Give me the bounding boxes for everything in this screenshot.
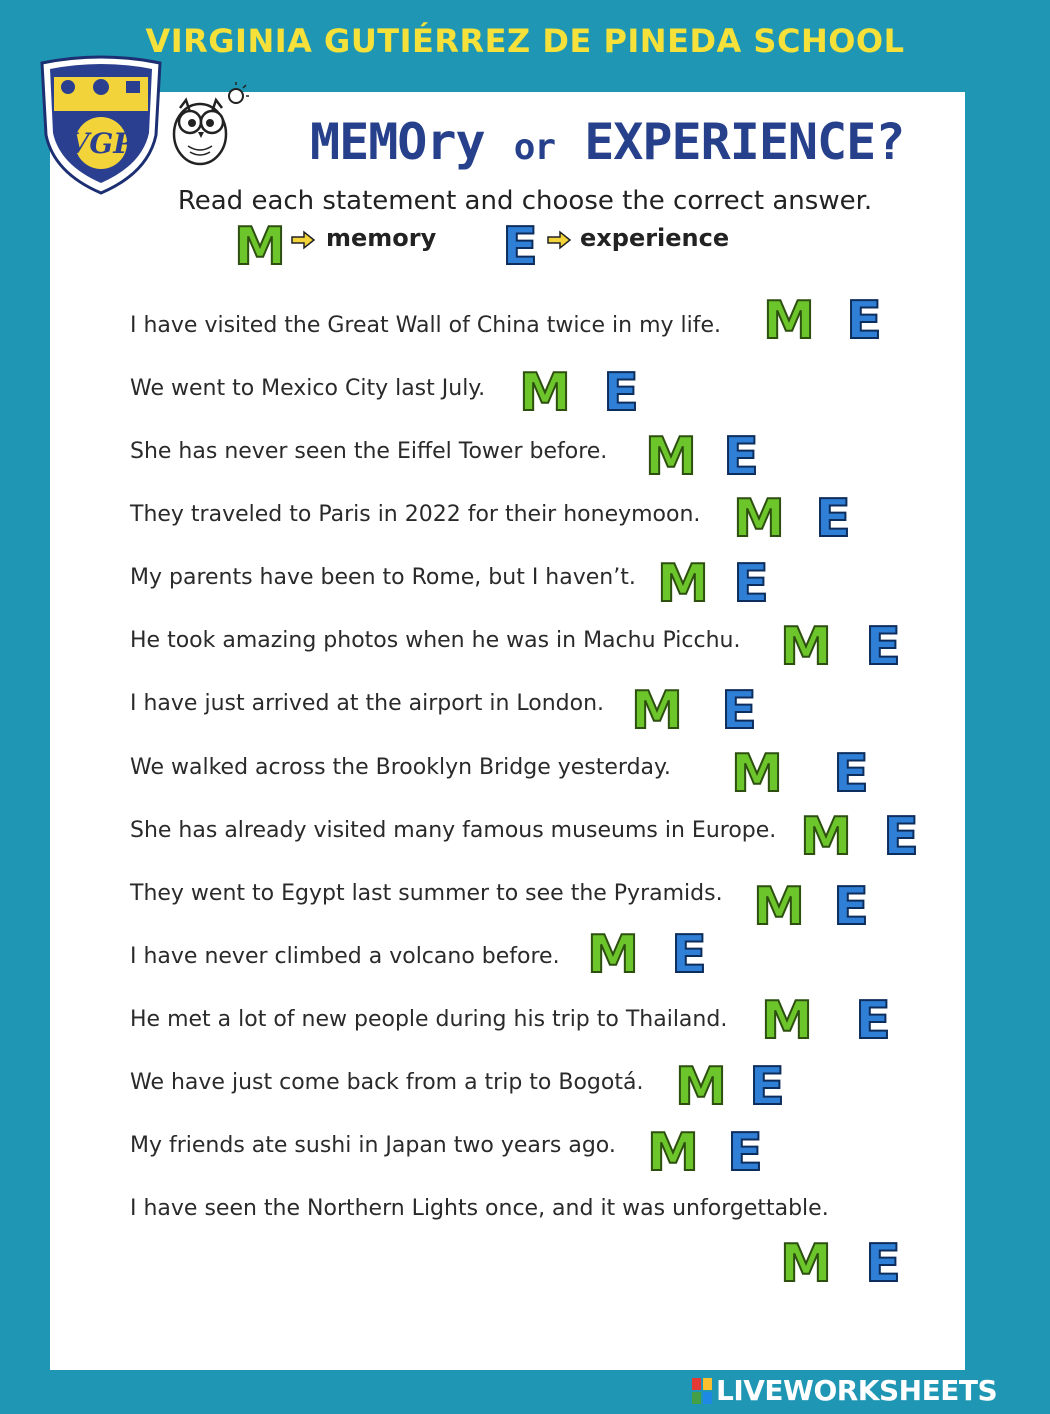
answer-e-button-6[interactable]	[862, 616, 904, 677]
svg-text:M: M	[800, 807, 852, 867]
answer-m-button-7[interactable]	[631, 680, 683, 741]
answer-m-button-2[interactable]	[519, 362, 571, 423]
answer-e-button-4[interactable]	[812, 488, 854, 549]
question-text: She has never seen the Eiffel Tower before.	[130, 439, 608, 464]
answer-m-button-10[interactable]	[753, 876, 805, 937]
svg-text:E: E	[846, 291, 882, 351]
question-text: I have just arrived at the airport in London.	[130, 691, 605, 716]
svg-text:M: M	[761, 991, 813, 1051]
svg-text:E: E	[865, 617, 901, 677]
answer-e-button-5[interactable]	[730, 553, 772, 614]
svg-text:M: M	[519, 363, 571, 423]
instructions-text: Read each statement and choose the correct answer.	[177, 186, 873, 216]
svg-text:E: E	[733, 554, 769, 614]
svg-text:E: E	[723, 427, 759, 487]
answer-e-button-10[interactable]	[830, 876, 872, 937]
title-part-memory: MEMOry	[310, 113, 485, 171]
svg-text:M: M	[631, 681, 683, 741]
answer-m-button-6[interactable]	[780, 616, 832, 677]
question-text: They went to Egypt last summer to see the Pyramids.	[130, 881, 723, 906]
svg-text:E: E	[865, 1234, 901, 1294]
answer-m-button-5[interactable]	[657, 553, 709, 614]
svg-text:M: M	[645, 427, 697, 487]
svg-text:E: E	[502, 217, 538, 277]
question-text: She has already visited many famous museums in Europe.	[130, 818, 777, 843]
question-text: He took amazing photos when he was in Machu Picchu.	[130, 628, 741, 653]
answer-e-button-15[interactable]	[862, 1233, 904, 1294]
question-text: We have just come back from a trip to Bogotá.	[130, 1070, 644, 1095]
question-text: I have visited the Great Wall of China twice in my life.	[130, 313, 722, 338]
svg-text:E: E	[721, 681, 757, 741]
svg-text:M: M	[763, 291, 815, 351]
legend-memory-label: memory	[326, 224, 437, 252]
svg-text:E: E	[671, 925, 707, 985]
answer-e-button-1[interactable]	[843, 290, 885, 351]
title-part-experience: EXPERIENCE?	[584, 113, 905, 171]
answer-e-button-3[interactable]	[720, 426, 762, 487]
answer-m-button-9[interactable]	[800, 806, 852, 867]
question-text: I have seen the Northern Lights once, and it was unforgettable.	[130, 1196, 829, 1221]
answer-e-button-12[interactable]	[852, 990, 894, 1051]
svg-text:E: E	[727, 1123, 763, 1183]
svg-text:M: M	[780, 1234, 832, 1294]
legend-m-icon	[234, 216, 286, 277]
answer-e-button-9[interactable]	[880, 806, 922, 867]
answer-m-button-15[interactable]	[780, 1233, 832, 1294]
svg-text:M: M	[753, 877, 805, 937]
answer-e-button-13[interactable]	[746, 1056, 788, 1117]
answer-e-button-8[interactable]	[830, 743, 872, 804]
answer-e-button-11[interactable]	[668, 924, 710, 985]
question-text: We went to Mexico City last July.	[130, 376, 486, 401]
answer-m-button-11[interactable]	[587, 924, 639, 985]
svg-text:E: E	[833, 744, 869, 804]
school-crest-logo	[38, 55, 164, 195]
svg-text:M: M	[733, 489, 785, 549]
answer-m-button-13[interactable]	[675, 1056, 727, 1117]
answer-e-button-14[interactable]	[724, 1122, 766, 1183]
question-text: We walked across the Brooklyn Bridge yesterday.	[130, 755, 671, 780]
answer-m-button-14[interactable]	[647, 1122, 699, 1183]
answer-e-button-2[interactable]	[600, 362, 642, 423]
svg-text:E: E	[855, 991, 891, 1051]
svg-text:E: E	[833, 877, 869, 937]
svg-text:M: M	[780, 617, 832, 677]
answer-m-button-1[interactable]	[763, 290, 815, 351]
question-text: I have never climbed a volcano before.	[130, 944, 560, 969]
question-text: They traveled to Paris in 2022 for their honeymoon.	[130, 502, 701, 527]
answer-m-button-8[interactable]	[731, 743, 783, 804]
liveworksheets-logo-icon	[692, 1378, 712, 1404]
title-or: or	[513, 127, 556, 168]
crest-monogram: VGP	[67, 127, 135, 160]
svg-text:M: M	[731, 744, 783, 804]
question-text: He met a lot of new people during his trip to Thailand.	[130, 1007, 728, 1032]
worksheet-title	[310, 113, 910, 171]
question-text: My friends ate sushi in Japan two years ago.	[130, 1133, 616, 1158]
legend-e-arrow-icon	[546, 230, 572, 250]
answer-e-button-7[interactable]	[718, 680, 760, 741]
worksheet-page	[50, 92, 965, 1370]
svg-text:M: M	[234, 217, 286, 277]
svg-text:E: E	[815, 489, 851, 549]
svg-text:M: M	[675, 1057, 727, 1117]
svg-text:E: E	[749, 1057, 785, 1117]
svg-text:M: M	[657, 554, 709, 614]
svg-text:E: E	[603, 363, 639, 423]
legend-e-icon	[500, 216, 540, 277]
answer-m-button-4[interactable]	[733, 488, 785, 549]
svg-text:E: E	[883, 807, 919, 867]
answer-m-button-3[interactable]	[645, 426, 697, 487]
legend-m-arrow-icon	[290, 230, 316, 250]
question-text: My parents have been to Rome, but I haven’t.	[130, 565, 636, 590]
owl-mascot-icon	[160, 82, 250, 168]
svg-text:M: M	[587, 925, 639, 985]
svg-text:M: M	[647, 1123, 699, 1183]
legend-experience-label: experience	[580, 224, 730, 252]
liveworksheets-brand: LIVEWORKSHEETS	[716, 1374, 998, 1407]
school-name: VIRGINIA GUTIÉRREZ DE PINEDA SCHOOL	[145, 22, 905, 60]
answer-m-button-12[interactable]	[761, 990, 813, 1051]
